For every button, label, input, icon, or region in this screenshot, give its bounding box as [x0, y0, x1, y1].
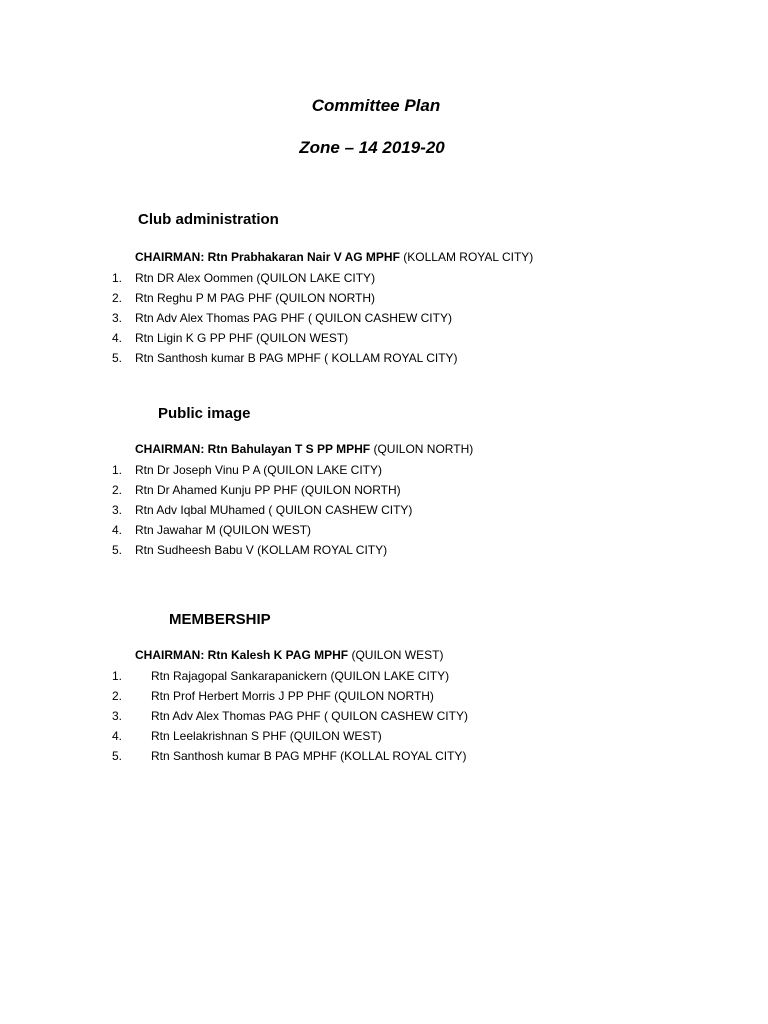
list-number: 4.: [112, 523, 123, 537]
list-number: 2.: [112, 291, 123, 305]
member-text: Rtn Prof Herbert Morris J PP PHF (QUILON NORTH): [151, 689, 434, 703]
document-subtitle: Zone – 14 2019-20: [299, 138, 445, 157]
member-text: Rtn Rajagopal Sankarapanickern (QUILON LAKE CITY): [151, 669, 450, 683]
list-number: 1.: [112, 669, 123, 683]
member-text: Rtn Reghu P M PAG PHF (QUILON NORTH): [135, 291, 376, 305]
list-number: 2.: [112, 483, 123, 497]
member-text: Rtn DR Alex Oommen (QUILON LAKE CITY): [135, 271, 376, 285]
chairman-line: [135, 442, 473, 456]
member-text: Rtn Adv Iqbal MUhamed ( QUILON CASHEW CITY): [135, 503, 413, 517]
list-number: 5.: [112, 351, 123, 365]
list-number: 3.: [112, 709, 123, 723]
chairman-club: (KOLLAM ROYAL CITY): [399, 250, 534, 264]
list-number: 5.: [112, 749, 123, 763]
chairman-club: (QUILON WEST): [348, 648, 444, 662]
list-number: 1.: [112, 463, 123, 477]
member-text: Rtn Jawahar M (QUILON WEST): [135, 523, 312, 537]
list-number: 5.: [112, 543, 123, 557]
section-heading-public-image: Public image: [158, 405, 251, 422]
member-text: Rtn Dr Joseph Vinu P A (QUILON LAKE CITY): [135, 463, 382, 477]
section-heading-membership: MEMBERSHIP: [169, 611, 271, 628]
chairman-label: CHAIRMAN: Rtn Prabhakaran Nair V AG MPHF: [135, 250, 400, 264]
chairman-line: [135, 250, 533, 264]
list-number: 3.: [112, 311, 123, 325]
member-text: Rtn Dr Ahamed Kunju PP PHF (QUILON NORTH): [135, 483, 401, 497]
chairman-line: [135, 648, 443, 662]
list-number: 1.: [112, 271, 123, 285]
list-number: 4.: [112, 331, 123, 345]
member-text: Rtn Santhosh kumar B PAG MPHF (KOLLAL ROYAL CITY): [151, 749, 467, 763]
list-number: 4.: [112, 729, 123, 743]
list-number: 2.: [112, 689, 123, 703]
member-text: Rtn Adv Alex Thomas PAG PHF ( QUILON CASHEW CITY): [151, 709, 468, 723]
member-text: Rtn Sudheesh Babu V (KOLLAM ROYAL CITY): [135, 543, 388, 557]
member-text: Rtn Ligin K G PP PHF (QUILON WEST): [135, 331, 349, 345]
member-text: Rtn Leelakrishnan S PHF (QUILON WEST): [151, 729, 382, 743]
document-title: Committee Plan: [311, 96, 441, 115]
section-heading-club-administration: Club administration: [138, 211, 279, 228]
member-text: Rtn Adv Alex Thomas PAG PHF ( QUILON CASHEW CITY): [135, 311, 452, 325]
member-text: Rtn Santhosh kumar B PAG MPHF ( KOLLAM ROYAL CITY): [135, 351, 458, 365]
chairman-club: (QUILON NORTH): [370, 442, 474, 456]
list-number: 3.: [112, 503, 123, 517]
chairman-label: CHAIRMAN: Rtn Kalesh K PAG MPHF: [135, 648, 349, 662]
chairman-label: CHAIRMAN: Rtn Bahulayan T S PP MPHF: [135, 442, 371, 456]
